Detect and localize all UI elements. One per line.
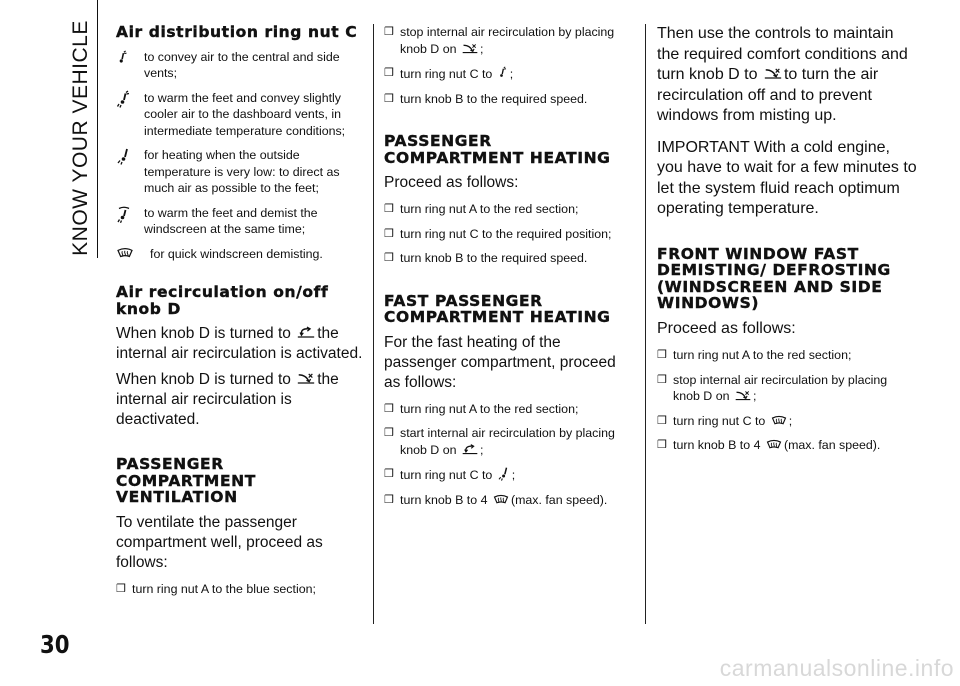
demisting-step-2: ❒ stop internal air recirculation by placing knob D on ;: [657, 372, 917, 405]
column-3: [657, 24, 917, 454]
windscreen-defrost-icon: [765, 438, 783, 451]
demisting-step-4: ❒ turn knob B to 4 (max. fan speed).: [657, 437, 917, 454]
face-vent-icon: [116, 49, 130, 66]
column-2: [384, 24, 624, 508]
section-side-title-text: KNOW YOUR VEHICLE: [69, 20, 92, 256]
page-number: 30: [40, 630, 70, 659]
section-side-title: [64, 18, 98, 258]
distribution-entry-feet-screen: to warm the feet and demist the windscreen at the same time;: [116, 205, 366, 238]
distribution-entry-defrost: for quick windscreen demisting.: [116, 246, 366, 263]
heading-front-demisting: FRONT WINDOW FAST DEMISTING/ DEFROSTING (WINDSCREEN AND SIDE WINDOWS): [657, 244, 891, 312]
fast-heating-step-1: ❒ turn ring nut A to the red section;: [384, 401, 624, 418]
heading-air-recirculation: Air recirculation on/off knob D: [116, 283, 329, 318]
ventilation-step-4: ❒ turn knob B to the required speed.: [384, 91, 624, 108]
ventilation-step-3: ❒ turn ring nut C to ;: [384, 65, 624, 83]
feet-vent-icon: [497, 466, 511, 481]
ventilation-step-2: ❒ stop internal air recirculation by placing knob D on ;: [384, 24, 624, 57]
feet-windscreen-vent-icon: [116, 205, 132, 223]
windscreen-defrost-icon: [116, 246, 134, 260]
heating-intro: Proceed as follows:: [384, 174, 519, 191]
demisting-step-3: ❒ turn ring nut C to ;: [657, 413, 917, 430]
recirculation-off-icon: [763, 66, 783, 81]
windscreen-defrost-icon: [492, 493, 510, 506]
column-divider-2: [645, 24, 646, 624]
heading-ventilation: PASSENGER COMPARTMENT VENTILATION: [116, 455, 256, 506]
face-feet-vent-icon: [116, 90, 132, 108]
windscreen-defrost-icon: [770, 414, 788, 427]
heating-step-3: ❒ turn knob B to the required speed.: [384, 250, 624, 267]
feet-vent-icon: [116, 147, 132, 165]
watermark-text: carmanualsonline.info: [719, 655, 954, 681]
fast-heating-step-3: ❒ turn ring nut C to ;: [384, 466, 624, 484]
heading-heating: PASSENGER COMPARTMENT HEATING: [384, 132, 611, 167]
continuation-text: Then use the controls to maintain the required comfort conditions and turn knob D to to turn the air recirculation off and to prevent windows from misting up.: [657, 25, 908, 124]
recirculation-off-icon: [461, 42, 479, 55]
demisting-step-1: ❒ turn ring nut A to the red section;: [657, 347, 917, 364]
ventilation-step-1: ❒ turn ring nut A to the blue section;: [116, 581, 366, 598]
recirc-off-text: When knob D is turned to the internal air recirculation is deactivated.: [116, 371, 339, 428]
distribution-entry-face: to convey air to the central and side vents;: [116, 49, 366, 82]
recirculation-off-icon: [296, 371, 316, 386]
fast-heating-step-4: ❒ turn knob B to 4 (max. fan speed).: [384, 492, 624, 509]
heading-air-distribution: Air distribution ring nut C: [116, 23, 358, 41]
fast-heating-intro: For the fast heating of the passenger compartment, proceed as follows:: [384, 333, 616, 391]
ventilation-intro: To ventilate the passenger compartment well, proceed as follows:: [116, 513, 323, 571]
heating-step-2: ❒ turn ring nut C to the required position;: [384, 226, 624, 243]
distribution-entry-face-feet: to warm the feet and convey slightly cooler air to the dashboard vents, in intermediate temperature conditions;: [116, 90, 366, 140]
demisting-intro: Proceed as follows:: [657, 319, 796, 337]
heating-step-1: ❒ turn ring nut A to the red section;: [384, 201, 624, 218]
column-1: [116, 24, 366, 597]
fast-heating-step-2: ❒ start internal air recirculation by placing knob D on ;: [384, 425, 624, 458]
distribution-entry-feet: for heating when the outside temperature is very low: to direct as much air as possible to the feet;: [116, 147, 366, 197]
recirc-on-text: When knob D is turned to the internal air recirculation is activated.: [116, 325, 363, 362]
column-divider-1: [373, 24, 374, 624]
important-note: IMPORTANT With a cold engine, you have to wait for a few minutes to let the system fluid reach optimum operating temperature.: [657, 138, 917, 217]
heading-fast-heating: FAST PASSENGER COMPARTMENT HEATING: [384, 291, 611, 326]
recirculation-off-icon: [734, 389, 752, 402]
face-vent-icon: [497, 65, 509, 80]
side-rule: [97, 0, 98, 258]
recirculation-on-icon: [296, 325, 316, 340]
recirculation-on-icon: [461, 443, 479, 456]
